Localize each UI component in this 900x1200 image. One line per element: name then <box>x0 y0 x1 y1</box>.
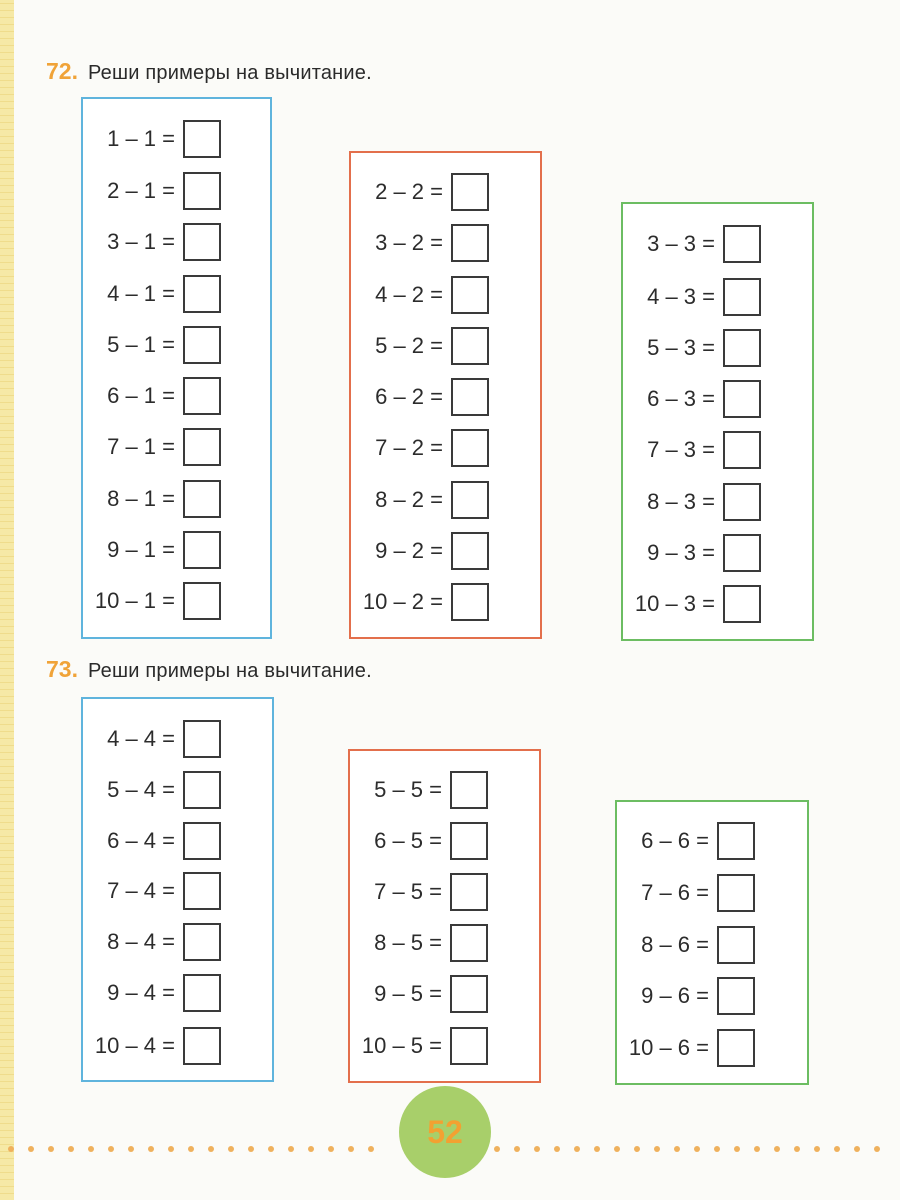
answer-box[interactable] <box>183 377 221 415</box>
footer-dot <box>28 1146 34 1152</box>
answer-box[interactable] <box>450 924 488 962</box>
footer-dot <box>694 1146 700 1152</box>
example-row <box>355 172 489 212</box>
answer-box[interactable] <box>183 872 221 910</box>
example-row <box>87 581 221 621</box>
example-expression: 5 – 4 = <box>107 777 175 802</box>
footer-dots-right <box>494 1146 894 1152</box>
example-row <box>87 1026 221 1066</box>
task-instruction: Реши примеры на вычитание. <box>87 62 372 84</box>
answer-box[interactable] <box>450 822 488 860</box>
example-expression: 4 – 1 = <box>107 281 175 306</box>
example-row <box>627 328 761 368</box>
example-row <box>87 719 221 759</box>
example-expression: 8 – 4 = <box>107 929 175 954</box>
example-expression: 10 – 3 = <box>634 591 715 616</box>
answer-box[interactable] <box>183 531 221 569</box>
example-expression: 9 – 5 = <box>374 981 442 1006</box>
example-row <box>87 376 221 416</box>
footer-dot <box>654 1146 660 1152</box>
task-72-blue-box <box>81 97 272 639</box>
example-expression: 9 – 4 = <box>107 980 175 1005</box>
example-row <box>627 584 761 624</box>
footer-dot <box>188 1146 194 1152</box>
example-row <box>354 1026 488 1066</box>
example-row <box>87 119 221 159</box>
answer-box[interactable] <box>717 822 755 860</box>
answer-box[interactable] <box>717 977 755 1015</box>
example-expression: 7 – 1 = <box>107 434 175 459</box>
answer-box[interactable] <box>451 224 489 262</box>
page-number: 52 <box>427 1113 463 1150</box>
footer-dot <box>774 1146 780 1152</box>
footer-dot <box>208 1146 214 1152</box>
example-expression: 6 – 5 = <box>374 828 442 853</box>
footer-dot <box>168 1146 174 1152</box>
answer-box[interactable] <box>451 276 489 314</box>
task-72-red-box <box>349 151 542 639</box>
example-expression: 6 – 2 = <box>375 384 443 409</box>
example-row <box>87 821 221 861</box>
example-expression: 6 – 4 = <box>107 828 175 853</box>
answer-box[interactable] <box>183 974 221 1012</box>
example-expression: 5 – 2 = <box>375 333 443 358</box>
example-row <box>355 480 489 520</box>
answer-box[interactable] <box>183 720 221 758</box>
answer-box[interactable] <box>183 223 221 261</box>
footer-dot <box>8 1146 14 1152</box>
footer-dot <box>48 1146 54 1152</box>
example-row <box>354 923 488 963</box>
footer-dot <box>268 1146 274 1152</box>
answer-box[interactable] <box>183 822 221 860</box>
example-expression: 8 – 2 = <box>375 487 443 512</box>
answer-box[interactable] <box>183 1027 221 1065</box>
example-row <box>354 974 488 1014</box>
answer-box[interactable] <box>717 1029 755 1067</box>
example-expression: 10 – 5 = <box>361 1033 442 1058</box>
footer-dots-left <box>8 1146 400 1152</box>
footer-dot <box>328 1146 334 1152</box>
answer-box[interactable] <box>183 923 221 961</box>
example-expression: 2 – 1 = <box>107 178 175 203</box>
example-row <box>355 582 489 622</box>
example-expression: 4 – 4 = <box>107 726 175 751</box>
example-expression: 6 – 6 = <box>641 828 709 853</box>
answer-box[interactable] <box>723 534 761 572</box>
example-row <box>355 377 489 417</box>
example-expression: 9 – 1 = <box>107 537 175 562</box>
answer-box[interactable] <box>183 275 221 313</box>
example-row <box>87 325 221 365</box>
answer-box[interactable] <box>183 582 221 620</box>
example-expression: 10 – 1 = <box>94 588 175 613</box>
example-expression: 9 – 3 = <box>647 540 715 565</box>
answer-box[interactable] <box>450 771 488 809</box>
answer-box[interactable] <box>723 585 761 623</box>
answer-box[interactable] <box>723 329 761 367</box>
example-expression: 7 – 6 = <box>641 880 709 905</box>
example-row <box>87 427 221 467</box>
example-row <box>87 171 221 211</box>
footer-dot <box>128 1146 134 1152</box>
answer-box[interactable] <box>451 378 489 416</box>
task-72-green-box <box>621 202 814 641</box>
example-expression: 3 – 2 = <box>375 230 443 255</box>
example-expression: 7 – 4 = <box>107 878 175 903</box>
example-row <box>354 770 488 810</box>
page-margin-strip <box>0 0 14 1200</box>
footer-dot <box>348 1146 354 1152</box>
footer-dot <box>494 1146 500 1152</box>
example-expression: 1 – 1 = <box>107 126 175 151</box>
example-row <box>355 275 489 315</box>
example-row <box>627 533 761 573</box>
example-expression: 8 – 3 = <box>647 489 715 514</box>
example-row <box>621 873 755 913</box>
example-row <box>621 976 755 1016</box>
example-row <box>87 973 221 1013</box>
footer-dot <box>368 1146 374 1152</box>
footer-dot <box>248 1146 254 1152</box>
answer-box[interactable] <box>183 326 221 364</box>
example-row <box>87 770 221 810</box>
example-row <box>627 482 761 522</box>
example-row <box>87 274 221 314</box>
example-row <box>87 922 221 962</box>
example-row <box>355 326 489 366</box>
example-expression: 5 – 5 = <box>374 777 442 802</box>
footer-dot <box>614 1146 620 1152</box>
footer-dot <box>108 1146 114 1152</box>
task-number: 72. <box>46 58 78 84</box>
example-row <box>87 479 221 519</box>
example-row <box>354 821 488 861</box>
footer-dot <box>228 1146 234 1152</box>
answer-box[interactable] <box>717 926 755 964</box>
footer-dot <box>634 1146 640 1152</box>
footer-dot <box>288 1146 294 1152</box>
task-instruction: Реши примеры на вычитание. <box>87 660 372 682</box>
task-72-header <box>46 58 372 85</box>
answer-box[interactable] <box>183 428 221 466</box>
answer-box[interactable] <box>451 532 489 570</box>
answer-box[interactable] <box>723 225 761 263</box>
example-expression: 5 – 1 = <box>107 332 175 357</box>
task-number: 73. <box>46 656 78 682</box>
example-expression: 7 – 2 = <box>375 435 443 460</box>
example-row <box>621 925 755 965</box>
example-expression: 9 – 2 = <box>375 538 443 563</box>
example-expression: 3 – 3 = <box>647 231 715 256</box>
footer-dot <box>714 1146 720 1152</box>
footer-dot <box>308 1146 314 1152</box>
footer-dot <box>834 1146 840 1152</box>
footer-dot <box>88 1146 94 1152</box>
answer-box[interactable] <box>183 120 221 158</box>
example-row <box>627 379 761 419</box>
answer-box[interactable] <box>451 583 489 621</box>
footer-dot <box>854 1146 860 1152</box>
answer-box[interactable] <box>717 874 755 912</box>
example-expression: 5 – 3 = <box>647 335 715 360</box>
task-73-header <box>46 656 372 683</box>
footer-dot <box>734 1146 740 1152</box>
answer-box[interactable] <box>183 172 221 210</box>
footer-dot <box>68 1146 74 1152</box>
footer-dot <box>814 1146 820 1152</box>
answer-box[interactable] <box>451 481 489 519</box>
answer-box[interactable] <box>450 873 488 911</box>
task-73-blue-box <box>81 697 274 1082</box>
example-expression: 10 – 4 = <box>94 1033 175 1058</box>
example-expression: 6 – 3 = <box>647 386 715 411</box>
footer-dot <box>794 1146 800 1152</box>
footer-dot <box>514 1146 520 1152</box>
example-expression: 10 – 6 = <box>628 1035 709 1060</box>
example-expression: 8 – 5 = <box>374 930 442 955</box>
footer-dot <box>754 1146 760 1152</box>
example-row <box>87 222 221 262</box>
answer-box[interactable] <box>450 975 488 1013</box>
example-expression: 7 – 3 = <box>647 437 715 462</box>
footer-dot <box>674 1146 680 1152</box>
task-73-red-box <box>348 749 541 1083</box>
example-expression: 8 – 6 = <box>641 932 709 957</box>
answer-box[interactable] <box>723 278 761 316</box>
example-expression: 6 – 1 = <box>107 383 175 408</box>
footer-dot <box>554 1146 560 1152</box>
example-row <box>355 223 489 263</box>
example-expression: 8 – 1 = <box>107 486 175 511</box>
answer-box[interactable] <box>183 480 221 518</box>
answer-box[interactable] <box>451 327 489 365</box>
example-expression: 2 – 2 = <box>375 179 443 204</box>
answer-box[interactable] <box>723 431 761 469</box>
footer-dot <box>534 1146 540 1152</box>
example-expression: 4 – 2 = <box>375 282 443 307</box>
example-expression: 10 – 2 = <box>362 589 443 614</box>
footer-dot <box>594 1146 600 1152</box>
answer-box[interactable] <box>723 483 761 521</box>
example-row <box>355 531 489 571</box>
answer-box[interactable] <box>183 771 221 809</box>
example-expression: 9 – 6 = <box>641 983 709 1008</box>
footer-dot <box>148 1146 154 1152</box>
answer-box[interactable] <box>451 173 489 211</box>
example-row <box>627 277 761 317</box>
page-number-badge <box>399 1086 491 1178</box>
example-row <box>621 1028 755 1068</box>
task-73-green-box <box>615 800 809 1085</box>
example-row <box>627 430 761 470</box>
footer-dot <box>574 1146 580 1152</box>
example-row <box>87 530 221 570</box>
example-expression: 4 – 3 = <box>647 284 715 309</box>
example-row <box>354 872 488 912</box>
example-row <box>355 428 489 468</box>
answer-box[interactable] <box>451 429 489 467</box>
example-row <box>87 871 221 911</box>
example-expression: 3 – 1 = <box>107 229 175 254</box>
answer-box[interactable] <box>450 1027 488 1065</box>
answer-box[interactable] <box>723 380 761 418</box>
example-row <box>627 224 761 264</box>
example-row <box>621 821 755 861</box>
footer-dot <box>874 1146 880 1152</box>
example-expression: 7 – 5 = <box>374 879 442 904</box>
